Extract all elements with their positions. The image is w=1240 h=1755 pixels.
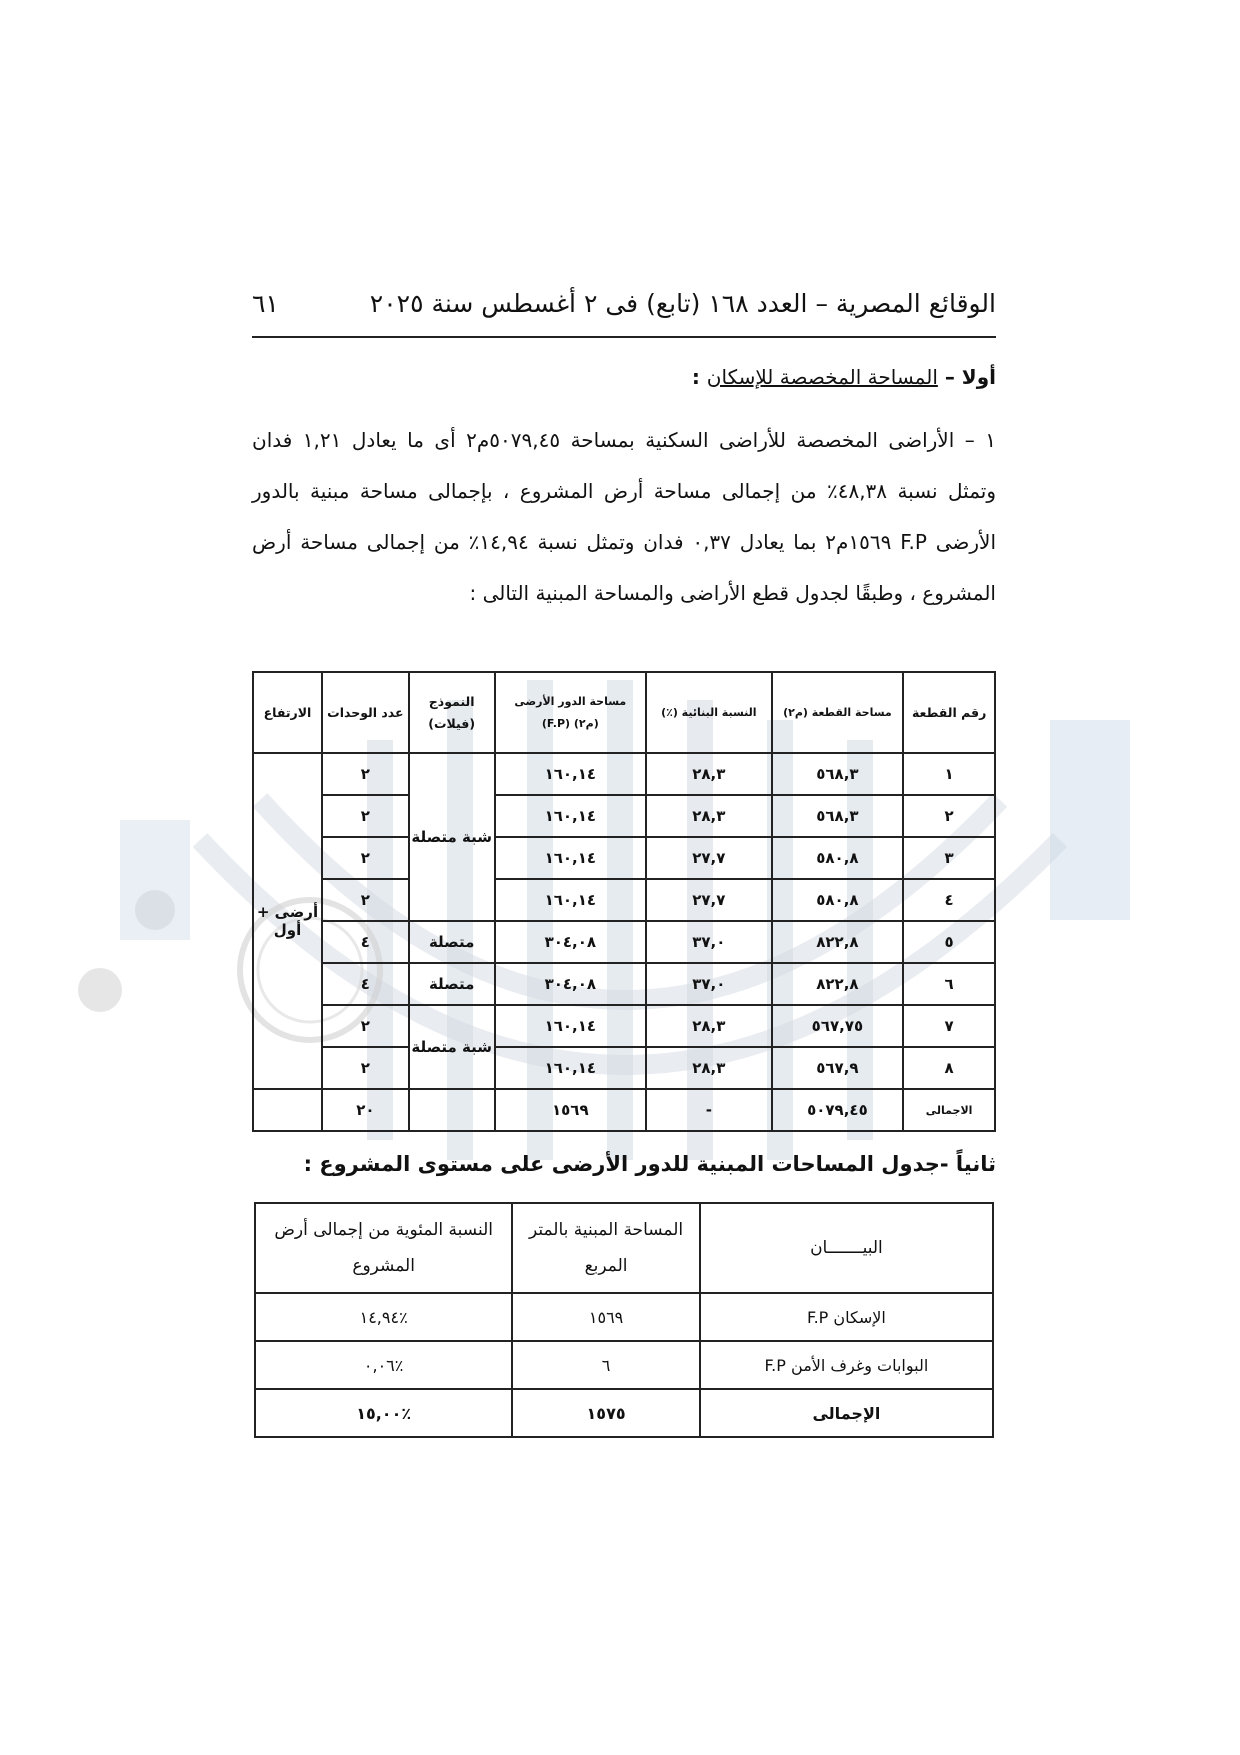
cell-total-percent: ٪١٥,٠٠	[255, 1389, 512, 1437]
section1-prefix: أولا –	[944, 365, 996, 389]
cell-total-units: ٢٠	[322, 1089, 409, 1131]
cell-total-fp: ١٥٦٩	[495, 1089, 646, 1131]
cell-units: ٤	[322, 963, 409, 1005]
section1-paragraph: ١ – الأراضى المخصصة للأراضى السكنية بمساحة ٥٠٧٩,٤٥م٢ أى ما يعادل ١,٢١ فدان وتمثل نسبة ٤٨,٣٨٪ من إجمالى مساحة أرض المشروع ، بإجمالى مساحة مبنية بالدور الأرضى F.P ١٥٦٩م٢ بما يعادل ٠,٣٧ فدان وتمثل نسبة ١٤,٩٤٪ من إجمالى مساحة أرض المشروع ، وطبقًا لجدول قطع الأراضى والمساحة المبنية التالى :	[252, 428, 997, 605]
header-fp-area-line1: مساحة الدور الأرضى	[514, 694, 627, 708]
header-coverage: النسبة البنائية (٪)	[646, 672, 772, 753]
table-row	[253, 753, 995, 795]
cell-model-attached: متصلة	[409, 963, 495, 1005]
table-row	[255, 1293, 993, 1341]
page-number: ٦١	[252, 288, 279, 318]
header-model	[409, 672, 495, 753]
cell-units: ٢	[322, 1047, 409, 1089]
table-header-row	[255, 1203, 993, 1293]
cell-area: ٥٦٧,٩	[772, 1047, 904, 1089]
table-row	[253, 963, 995, 1005]
cell-fp: ١٦٠,١٤	[495, 837, 646, 879]
cell-fp: ٣٠٤,٠٨	[495, 963, 646, 1005]
cell-plot: ٦	[903, 963, 995, 1005]
table-row	[253, 921, 995, 963]
cell-units: ٢	[322, 795, 409, 837]
section1-suffix: :	[691, 365, 700, 389]
cell-units: ٢	[322, 753, 409, 795]
cell-total-ratio: -	[646, 1089, 772, 1131]
cell-ratio: ٢٨,٣	[646, 1005, 772, 1047]
cell-fp: ١٦٠,١٤	[495, 1047, 646, 1089]
table-row	[253, 1047, 995, 1089]
table-total-row	[253, 1089, 995, 1131]
cell-total-label: الاجمالى	[903, 1089, 995, 1131]
cell-model-semi-attached: شبة متصلة	[409, 753, 495, 921]
cell-units: ٢	[322, 879, 409, 921]
table-row	[253, 1005, 995, 1047]
cell-model-semi-attached: شبة متصلة	[409, 1005, 495, 1089]
cell-plot: ٣	[903, 837, 995, 879]
cell-model-attached: متصلة	[409, 921, 495, 963]
section1-title: المساحة المخصصة للإسكان	[706, 365, 938, 389]
cell-area: ٥٦٧,٧٥	[772, 1005, 904, 1047]
header-percent: النسبة المئوية من إجمالى أرض المشروع	[255, 1203, 512, 1293]
header-fp-area	[495, 672, 646, 753]
cell-built-area: ١٥٦٩	[512, 1293, 700, 1341]
page-header	[252, 283, 996, 323]
cell-ratio: ٣٧,٠	[646, 921, 772, 963]
header-plot-no: رقم القطعة	[903, 672, 995, 753]
cell-fp: ١٦٠,١٤	[495, 879, 646, 921]
header-fp-area-line2: (م٢) (F.P)	[541, 716, 599, 730]
plots-table	[252, 671, 996, 1132]
cell-built-area: ٦	[512, 1341, 700, 1389]
cell-ratio: ٢٧,٧	[646, 837, 772, 879]
cell-ratio: ٣٧,٠	[646, 963, 772, 1005]
header-title: الوقائع المصرية – العدد ١٦٨ (تابع) فى ٢ أغسطس سنة ٢٠٢٥	[369, 288, 996, 318]
cell-fp: ١٦٠,١٤	[495, 795, 646, 837]
cell-plot: ٤	[903, 879, 995, 921]
cell-fp: ٣٠٤,٠٨	[495, 921, 646, 963]
cell-ratio: ٢٨,٣	[646, 1047, 772, 1089]
cell-units: ٢	[322, 1005, 409, 1047]
cell-area: ٥٨٠,٨	[772, 879, 904, 921]
table-header-row	[253, 672, 995, 753]
cell-total-height	[253, 1089, 322, 1131]
header-statement: البيـــــــان	[700, 1203, 993, 1293]
cell-area: ٥٦٨,٣	[772, 753, 904, 795]
cell-ratio: ٢٧,٧	[646, 879, 772, 921]
table-row	[253, 879, 995, 921]
cell-fp: ١٦٠,١٤	[495, 1005, 646, 1047]
cell-plot: ١	[903, 753, 995, 795]
cell-units: ٢	[322, 837, 409, 879]
section1-heading	[252, 365, 996, 389]
cell-ratio: ٢٨,٣	[646, 795, 772, 837]
header-divider	[252, 336, 996, 338]
cell-plot: ٨	[903, 1047, 995, 1089]
table-row	[255, 1341, 993, 1389]
header-units: عدد الوحدات	[322, 672, 409, 753]
header-model-line2: (فيلات)	[428, 715, 476, 731]
cell-plot: ٥	[903, 921, 995, 963]
table-row	[253, 837, 995, 879]
cell-plot: ٧	[903, 1005, 995, 1047]
table-row	[253, 795, 995, 837]
cell-statement: البوابات وغرف الأمن F.P	[700, 1341, 993, 1389]
cell-area: ٨٢٢,٨	[772, 963, 904, 1005]
header-height: الارتفاع	[253, 672, 322, 753]
section2-heading: ثانياً -جدول المساحات المبنية للدور الأرضى على مستوى المشروع :	[303, 1152, 996, 1176]
cell-total-built-area: ١٥٧٥	[512, 1389, 700, 1437]
header-model-line1: النموذج	[428, 693, 475, 709]
cell-area: ٥٦٨,٣	[772, 795, 904, 837]
header-plot-area: مساحة القطعة (م٢)	[772, 672, 904, 753]
cell-area: ٨٢٢,٨	[772, 921, 904, 963]
cell-total-model	[409, 1089, 495, 1131]
cell-fp: ١٦٠,١٤	[495, 753, 646, 795]
cell-ratio: ٢٨,٣	[646, 753, 772, 795]
cell-height: أرضى + أول	[253, 753, 322, 1089]
cell-area: ٥٨٠,٨	[772, 837, 904, 879]
header-built-area: المساحة المبنية بالمتر المربع	[512, 1203, 700, 1293]
table-total-row	[255, 1389, 993, 1437]
cell-plot: ٢	[903, 795, 995, 837]
cell-total-area: ٥٠٧٩,٤٥	[772, 1089, 904, 1131]
cell-total-statement: الإجمالى	[700, 1389, 993, 1437]
cell-units: ٤	[322, 921, 409, 963]
cell-percent: ٪١٤,٩٤	[255, 1293, 512, 1341]
cell-percent: ٪٠,٠٦	[255, 1341, 512, 1389]
cell-statement: الإسكان F.P	[700, 1293, 993, 1341]
built-areas-table	[254, 1202, 994, 1438]
